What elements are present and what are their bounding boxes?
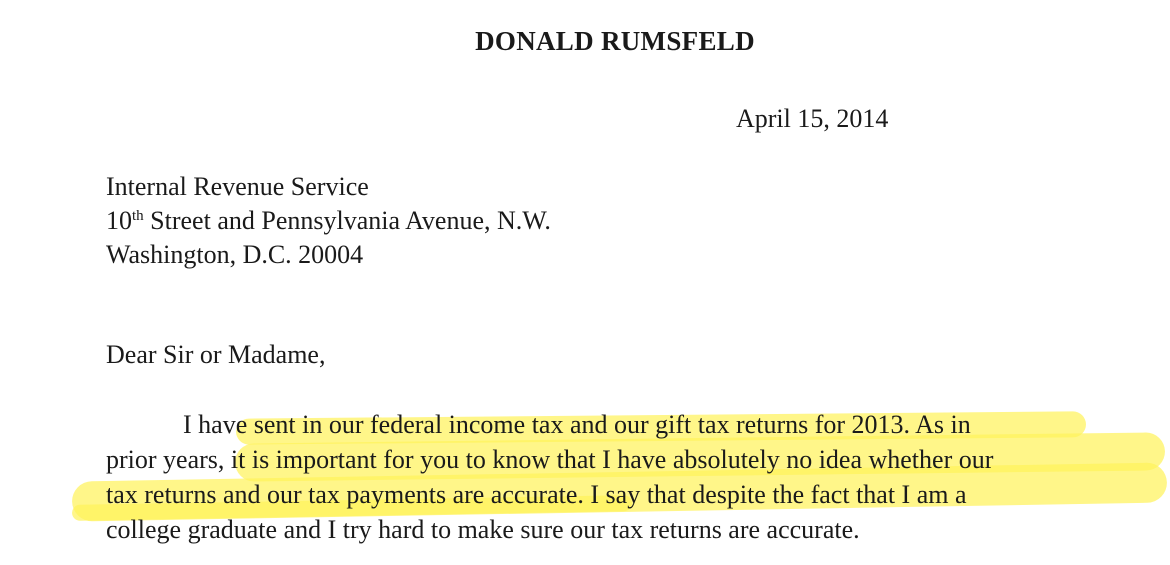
letterhead-name: DONALD RUMSFELD bbox=[475, 26, 755, 56]
paragraph-line: I have sent in our federal income tax and our gift tax returns for 2013. As in bbox=[183, 410, 971, 439]
paragraph-line: prior years, it is important for you to know that I have absolutely no idea whether our bbox=[106, 445, 994, 474]
recipient-name: Internal Revenue Service bbox=[106, 172, 369, 201]
paragraph-line: college graduate and I try hard to make sure our tax returns are accurate. bbox=[106, 515, 860, 544]
salutation: Dear Sir or Madame, bbox=[106, 340, 326, 369]
street-number-suffix: th bbox=[132, 208, 144, 224]
street-name: Street and Pennsylvania Avenue, N.W. bbox=[143, 206, 551, 235]
letter-date: April 15, 2014 bbox=[736, 104, 889, 133]
recipient-address bbox=[106, 170, 551, 272]
street-number: 10 bbox=[106, 206, 132, 235]
recipient-city: Washington, D.C. 20004 bbox=[106, 240, 364, 269]
body-paragraph bbox=[106, 407, 993, 547]
recipient-street bbox=[106, 204, 551, 238]
paragraph-line: tax returns and our tax payments are accurate. I say that despite the fact that I am a bbox=[106, 480, 967, 509]
